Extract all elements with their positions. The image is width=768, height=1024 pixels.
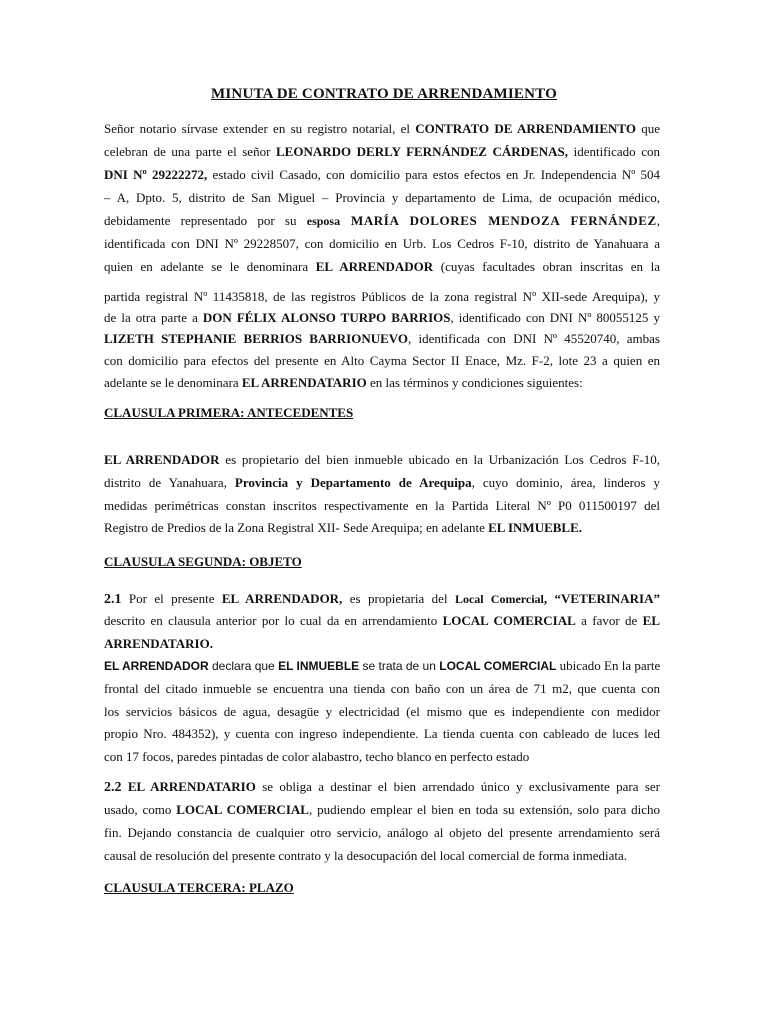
clause-2-1-line-2 xyxy=(104,612,660,630)
text: se trata de un xyxy=(359,659,440,673)
intro-line-4: – A, Dpto. 5, distrito de San Miguel – Provincia y departamento de Lima, de ocupación médico, xyxy=(104,190,660,205)
text: Registro de Predios de la Zona Registral XII- Sede Arequipa; en adelante xyxy=(104,520,489,535)
text: a favor de xyxy=(575,613,643,628)
section-number: 2.2 xyxy=(104,780,122,795)
lessor-dni: DNI Nº 29222272, xyxy=(104,167,208,182)
text: es propietario del bien inmueble ubicado en la Urbanización Los Cedros F-10, xyxy=(219,452,660,467)
clause-2-1-line-1 xyxy=(104,590,660,609)
intro-line-3 xyxy=(104,166,660,184)
local-term: Local Comercial xyxy=(454,592,544,606)
text: debidamente representado por su xyxy=(104,213,307,228)
representative-name: MARÍA DOLORES MENDOZA FERNÁNDEZ xyxy=(340,213,657,228)
clause-2-2-line-2 xyxy=(104,801,660,819)
text: Por el presente xyxy=(121,591,222,606)
intro-line-10 xyxy=(104,330,660,348)
intro-line-1 xyxy=(104,120,660,138)
local-term: LOCAL COMERCIAL xyxy=(176,802,309,817)
clause-2-1-line-4 xyxy=(104,657,660,675)
clause-2-2-line-4: causal de resolución del presente contrato y la desocupación del local comercial de forma inmediata. xyxy=(104,848,628,863)
intro-line-5 xyxy=(104,212,660,230)
local-term: LOCAL COMERCIAL xyxy=(442,613,576,628)
clause-1-line-1 xyxy=(104,451,660,469)
text: se obliga a destinar el bien arrendado único y exclusivamente para ser xyxy=(255,779,660,794)
clause-2-1-line-8: con 17 focos, paredes pintadas de color alabastro, techo blanco en perfecto estado xyxy=(104,749,530,764)
intro-line-8: partida registral Nº 11435818, de las registros Públicos de la zona registral Nº XII-sede Arequipa), y xyxy=(104,289,660,304)
lessee-term: EL ARRENDATARIO xyxy=(241,375,367,390)
text: esposa xyxy=(306,214,341,228)
intro-line-6: identificada con DNI Nº 29228507, con domicilio en Urb. Los Cedros F-10, distrito de Yanahuara a xyxy=(104,236,660,251)
property-term: EL INMUEBLE xyxy=(278,659,360,673)
text: descrito en clausula anterior por lo cual da en arrendamiento xyxy=(104,613,443,628)
text: en las términos y condiciones siguientes: xyxy=(366,375,583,390)
local-term: LOCAL COMERCIAL xyxy=(439,659,557,673)
text: EL xyxy=(642,613,660,628)
clause-1-line-3: medidas perimétricas constan inscritos respectivamente en la Partida Literal Nº P0 011500197 del xyxy=(104,498,660,513)
clause-2-1-line-6: los servicios básicos de agua, desagüe y electricidad (el mismo que es independiente con medidor xyxy=(104,704,660,719)
text: , identificada con DNI Nº 45520740, ambas xyxy=(408,331,660,346)
business-name: , “VETERINARIA” xyxy=(543,591,661,606)
lessee-term: EL ARRENDATARIO xyxy=(121,779,256,794)
lessor-name: LEONARDO DERLY FERNÁNDEZ CÁRDENAS, xyxy=(275,144,569,159)
text: , xyxy=(656,213,660,228)
text: , cuyo dominio, área, linderos y xyxy=(471,475,661,490)
clause-1-heading: CLAUSULA PRIMERA: ANTECEDENTES xyxy=(104,405,354,420)
text: ubicado En la parte xyxy=(556,658,661,673)
clause-2-1-line-3: ARRENDATARIO. xyxy=(104,636,213,651)
province-name: Provincia y Departamento de Arequipa xyxy=(234,475,472,490)
clause-2-2-line-3: fin. Dejando constancia de cualquier otro servicio, análogo al objeto del presente arrendamiento será xyxy=(104,825,660,840)
text: distrito de Yanahuara, xyxy=(104,475,235,490)
text: quien en adelante se le denominara xyxy=(104,259,316,274)
text: identificado con xyxy=(568,144,661,159)
text: usado, como xyxy=(104,802,177,817)
text: declara que xyxy=(208,659,279,673)
property-term: EL INMUEBLE. xyxy=(488,520,583,535)
intro-line-9 xyxy=(104,309,660,327)
text: celebran de una parte el señor xyxy=(104,144,276,159)
lessor-term: EL ARRENDADOR xyxy=(104,659,209,673)
text: es propietaria del xyxy=(342,591,455,606)
text: adelante se le denominara xyxy=(104,375,242,390)
intro-line-11: con domicilio para efectos del presente en Alto Cayma Sector II Enace, Mz. F-2, lote 23 a quien en xyxy=(104,353,660,368)
lessee-name-2: LIZETH STEPHANIE BERRIOS BARRIONUEVO xyxy=(104,331,409,346)
section-number: 2.1 xyxy=(104,592,122,607)
text: , pudiendo emplear el bien en toda su extensión, solo para dicho xyxy=(308,802,661,817)
clause-2-heading: CLAUSULA SEGUNDA: OBJETO xyxy=(104,554,302,569)
clause-3-heading: CLAUSULA TERCERA: PLAZO xyxy=(104,880,294,895)
intro-line-7 xyxy=(104,258,660,276)
text: de la otra parte a xyxy=(104,310,203,325)
contract-name: CONTRATO DE ARRENDAMIENTO xyxy=(415,121,636,136)
text: que xyxy=(635,121,660,136)
clause-1-line-2 xyxy=(104,474,660,492)
lessee-name-1: DON FÉLIX ALONSO TURPO BARRIOS xyxy=(202,310,451,325)
intro-line-2 xyxy=(104,143,660,161)
lessor-term: EL ARRENDADOR, xyxy=(221,591,343,606)
intro-line-12 xyxy=(104,374,660,392)
text: , identificado con DNI Nº 80055125 y xyxy=(450,310,660,325)
lessor-term: EL ARRENDADOR xyxy=(104,452,220,467)
clause-2-2-line-1 xyxy=(104,778,660,797)
clause-1-line-4 xyxy=(104,519,660,537)
text: Señor notario sírvase extender en su registro notarial, el xyxy=(104,121,416,136)
lessor-term: EL ARRENDADOR xyxy=(315,259,434,274)
text: (cuyas facultades obran inscritas en la xyxy=(433,259,661,274)
text: estado civil Casado, con domicilio para estos efectos en Jr. Independencia Nº 504 xyxy=(207,167,661,182)
clause-2-1-line-7: propio Nro. 484352), y cuenta con ingreso independiente. La tienda cuenta con cableado de luces led xyxy=(104,726,660,741)
document-title: MINUTA DE CONTRATO DE ARRENDAMIENTO xyxy=(211,86,557,102)
clause-2-1-line-5: frontal del citado inmueble se encuentra una tienda con baño con un área de 71 m2, que cuenta con xyxy=(104,681,660,696)
